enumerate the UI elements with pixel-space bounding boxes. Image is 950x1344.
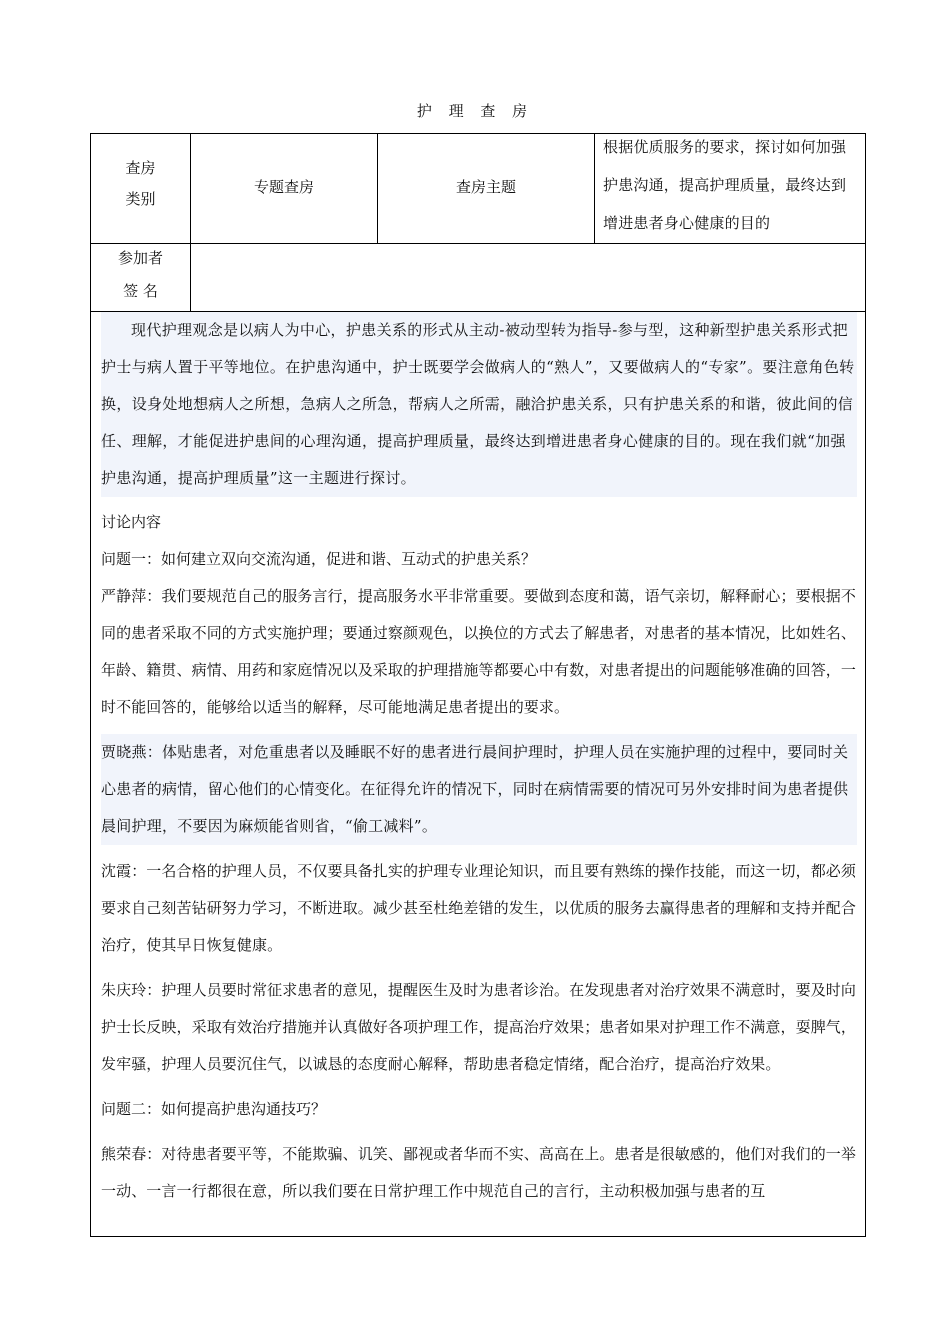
answer-xiong-rongchun: 熊荣春：对待患者要平等，不能欺骗、讥笑、鄙视或者华而不实、高高在上。患者是很敏感的，他们对我们的一举一动、一言一行都很在意，所以我们要在日常护理工作中规范自己的言行，主动积极加强与患者的互 [101, 1145, 857, 1200]
answer-zhu-qingling: 朱庆玲：护理人员要时常征求患者的意见，提醒医生及时为患者诊治。在发现患者对治疗效果不满意时，要及时向护士长反映，采取有效治疗措施并认真做好各项护理工作，提高治疗效果；患者如果对护理工作不满意，耍脾气，发牢骚，护理人员要沉住气，以诚恳的态度耐心解释，帮助患者稳定情绪，配合治疗，提高治疗效果。 [101, 981, 857, 1073]
question-one: 问题一：如何建立双向交流沟通，促进和谐、互动式的护患关系？ [101, 550, 537, 568]
discussion-heading: 讨论内容 [101, 513, 162, 531]
question-two: 问题二：如何提高护患沟通技巧？ [101, 1100, 327, 1118]
participants-label [91, 240, 190, 310]
topic-label: 查房主题 [455, 178, 516, 196]
intro-text: 现代护理观念是以病人为中心，护患关系的形式从主动-被动型转为指导-参与型，这种新型护患关系形式把护士与病人置于平等地位。在护患沟通中，护士既要学会做病人的“熟人”，又要做病人的“专家”。要注意角色转换，设身处地想病人之所想，急病人之所急，帮病人之所需，融洽护患关系，只有护患关系的和谐，彼此间的信任、理解，才能促进护患间的心理沟通，提高护理质量，最终达到增进患者身心健康的目的。现在我们就“加强护患沟通，提高护理质量”这一主题进行探讨。 [101, 321, 855, 487]
category-label-line2: 类别 [125, 190, 156, 208]
discussion-section [101, 504, 857, 1210]
answer-jia-xiaoyan: 贾晓燕：体贴患者，对危重患者以及睡眠不好的患者进行晨间护理时，护理人员在实施护理的过程中，要同时关心患者的病情，留心他们的心情变化。在征得允许的情况下，同时在病情需要的情况可另外安排时间为患者提供晨间护理，不要因为麻烦能省则省，“偷工减料”。 [101, 734, 857, 845]
category-value: 专题查房 [253, 178, 314, 196]
participants-signature-field[interactable] [191, 244, 865, 311]
category-label [91, 150, 190, 218]
participants-label-line2: 签 名 [123, 282, 158, 300]
answer-yan-jingping: 严静萍：我们要规范自己的服务言行，提高服务水平非常重要。要做到态度和蔼，语气亲切，解释耐心；要根据不同的患者采取不同的方式实施护理；要通过察颜观色，以换位的方式去了解患者，对患者的基本情况，比如姓名、年龄、籍贯、病情、用药和家庭情况以及采取的护理措施等都要心中有数，对患者提出的问题能够准确的回答，一时不能回答的，能够给以适当的解释，尽可能地满足患者提出的要求。 [101, 587, 857, 716]
page-title: 护 理 查 房 [416, 102, 534, 120]
answer-shen-xia: 沈霞：一名合格的护理人员，不仅要具备扎实的护理专业理论知识，而且要有熟练的操作技能，而这一切，都必须要求自己刻苦钻研努力学习，不断进取。减少甚至杜绝差错的发生，以优质的服务去赢得患者的理解和支持并配合治疗，使其早日恢复健康。 [101, 862, 857, 954]
participants-label-line1: 参加者 [117, 249, 163, 267]
column-divider [594, 134, 595, 244]
intro-paragraph [101, 312, 857, 497]
category-label-line1: 查房 [125, 159, 156, 177]
ward-round-record-table [90, 133, 866, 1237]
topic-value: 根据优质服务的要求，探讨如何加强护患沟通，提高护理质量，最终达到增进患者身心健康的目的 [603, 138, 847, 232]
